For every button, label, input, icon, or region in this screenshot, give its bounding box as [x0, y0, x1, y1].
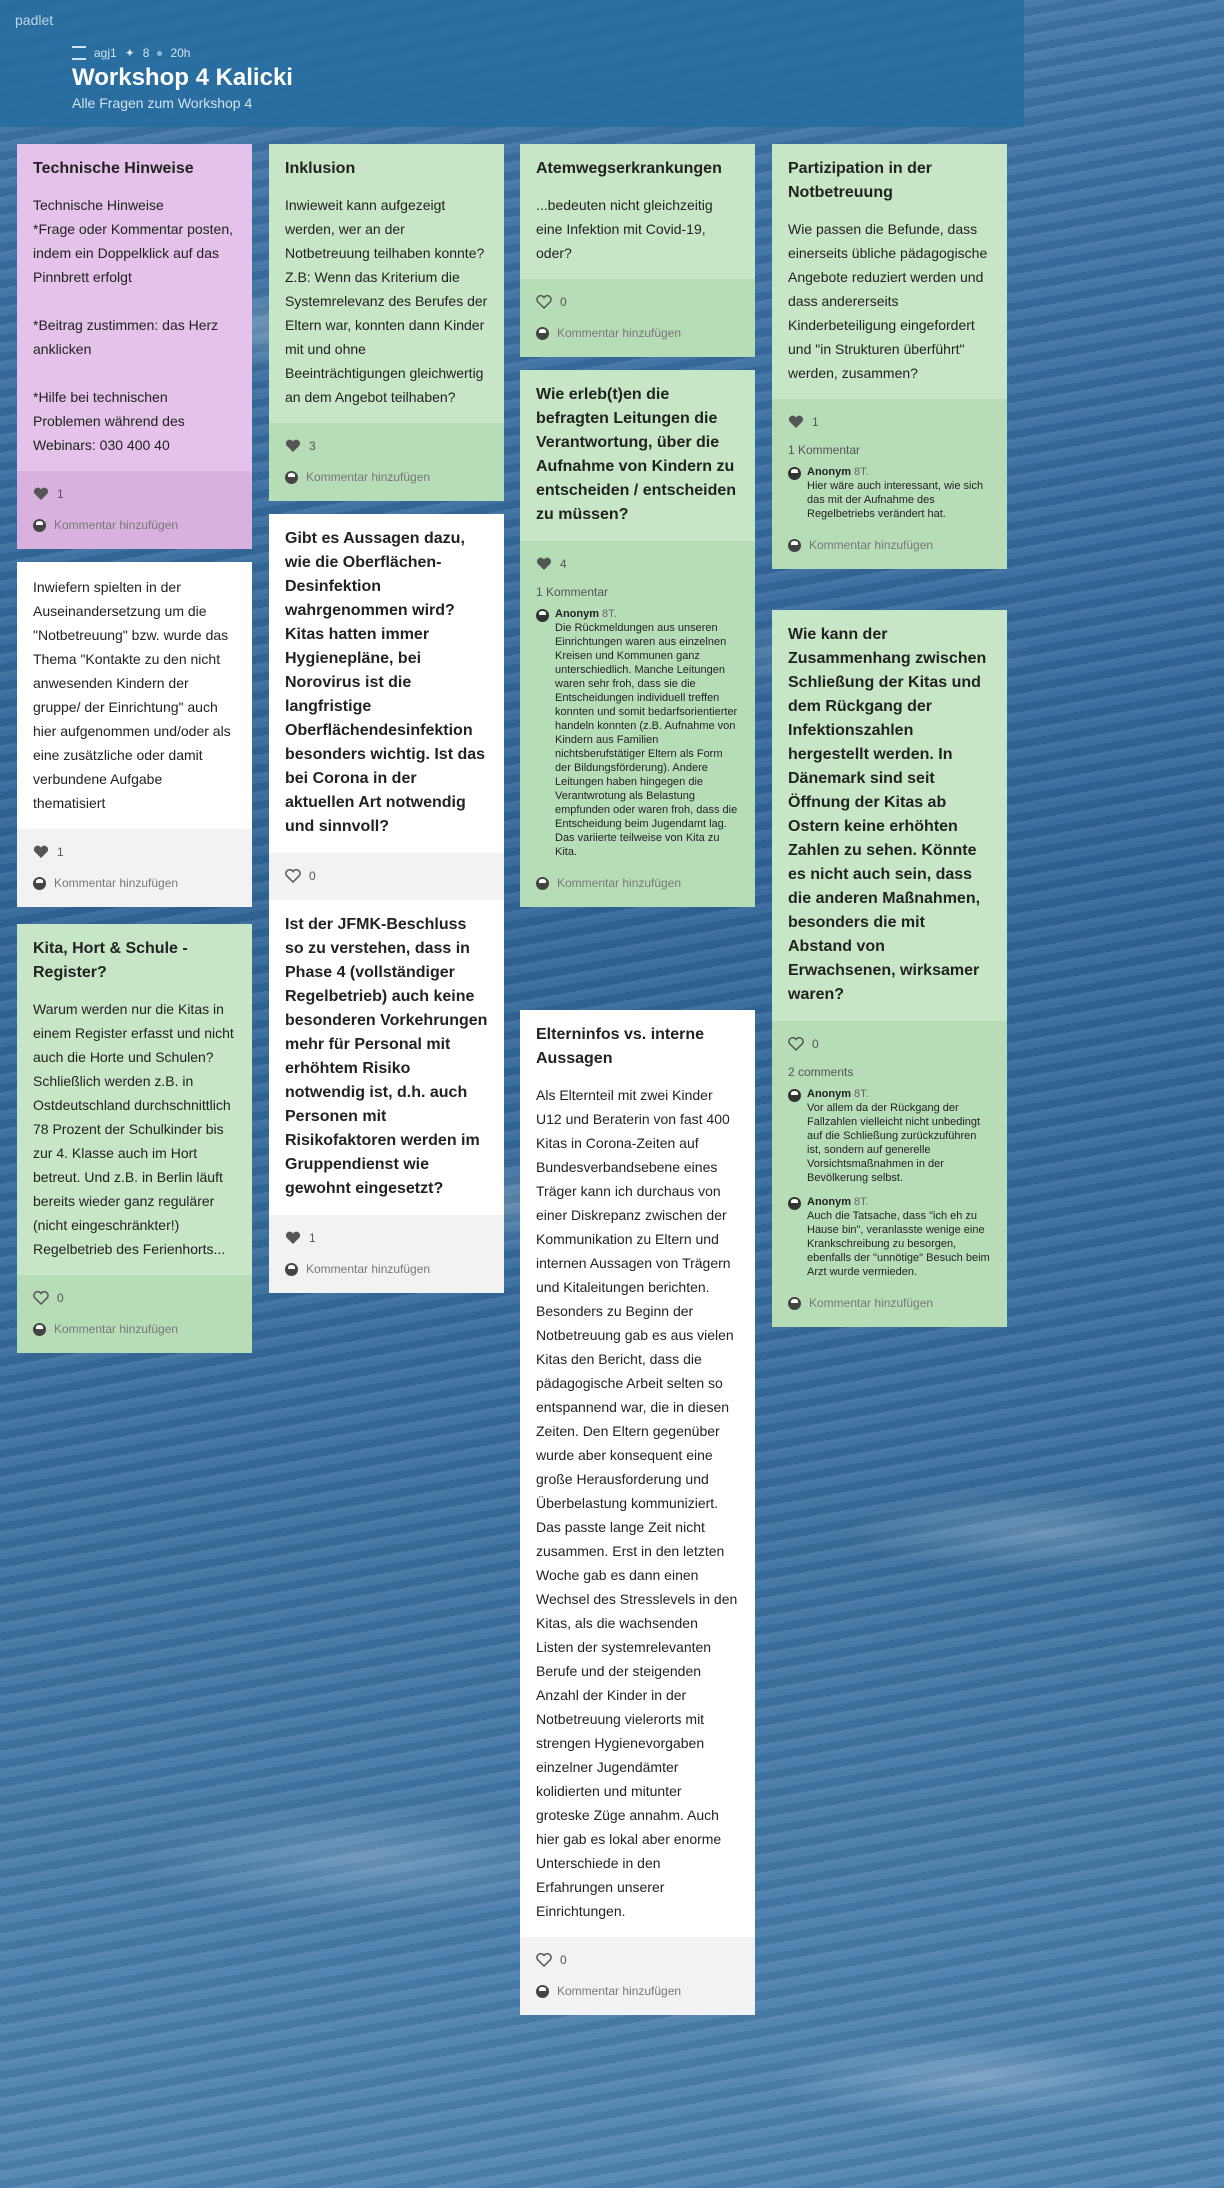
like-count: 0	[309, 869, 316, 883]
post-title: Partizipation in der Notbetreuung	[788, 160, 933, 201]
post-card[interactable]	[269, 144, 504, 501]
comment-count[interactable]: 1 Kommentar	[788, 443, 861, 457]
like-count: 0	[560, 295, 567, 309]
board-header	[0, 0, 1024, 127]
separator-dot	[157, 51, 162, 56]
avatar-icon	[788, 1197, 801, 1210]
like-button[interactable]	[788, 405, 991, 439]
post-title: Atemwegserkrankungen	[536, 160, 722, 177]
post-count: 8	[142, 46, 150, 60]
avatar-icon	[536, 609, 549, 622]
board-subtitle: Alle Fragen zum Workshop 4	[72, 95, 253, 111]
add-comment-label[interactable]: Kommentar hinzufügen	[54, 876, 179, 890]
add-comment[interactable]	[33, 511, 236, 539]
post-card[interactable]	[269, 900, 504, 1293]
post-card[interactable]	[17, 562, 252, 907]
like-count: 0	[57, 1291, 64, 1305]
add-comment[interactable]	[788, 531, 991, 559]
comment	[788, 1195, 991, 1279]
board-meta	[72, 46, 190, 60]
post-card[interactable]	[17, 924, 252, 1353]
avatar-icon	[33, 877, 46, 890]
add-comment-label[interactable]: Kommentar hinzufügen	[557, 876, 682, 890]
like-button[interactable]	[33, 835, 236, 869]
comment-count[interactable]: 2 comments	[788, 1065, 854, 1079]
avatar-icon	[33, 1323, 46, 1336]
add-comment[interactable]	[285, 1255, 488, 1283]
comment-time: 8T.	[854, 466, 869, 478]
heart-icon[interactable]	[285, 1231, 301, 1245]
avatar-icon	[536, 327, 549, 340]
comment-text: Vor allem da der Rückgang der Fallzahlen vielleicht nicht unbedingt auf die Schließung zurückzuführen ist, sondern auf generelle Vorsichtsmaßnahmen in der Bevölkerung selbst.	[807, 1102, 981, 1184]
avatar-icon	[788, 539, 801, 552]
heart-outline-icon[interactable]	[33, 1291, 49, 1305]
post-title: Elterninfos vs. interne Aussagen	[536, 1026, 705, 1067]
heart-icon[interactable]	[285, 439, 301, 453]
post-title: Gibt es Aussagen dazu, wie die Oberflächen-Desinfektion wahrgenommen wird? Kitas hatten immer Hygienepläne, bei Norovirus ist die langfristige Oberflächendesinfektion besonders wichtig. Ist das bei Corona in der aktuellen Art notwendig und sinnvoll?	[285, 530, 486, 835]
add-comment[interactable]	[536, 1977, 739, 2005]
comment-text: Die Rückmeldungen aus unseren Einrichtungen waren aus einzelnen Kreisen und Kommunen ganz unterschiedlich. Manche Leitungen waren sehr froh, dass sie die Entscheidungen individuell treffen konnten und somit bedarfsorientierter handeln konnten (z.B. Aufnahme von Kindern aus Familien nichtsberufstätiger Eltern als Form der Bildungsförderung). Andere Leitungen haben hingegen die Verantwrotung als Belastung empfunden oder waren froh, dass die Entscheidung beim Jugendamt lag. Das variierte teilweise von Kita zu Kita.	[555, 622, 738, 858]
heart-outline-icon[interactable]	[536, 295, 552, 309]
avatar-icon	[285, 471, 298, 484]
avatar-icon	[285, 1263, 298, 1276]
post-card[interactable]	[17, 144, 252, 549]
like-count: 1	[57, 845, 64, 859]
sparkle-icon: ✦	[124, 46, 135, 60]
add-comment-label[interactable]: Kommentar hinzufügen	[809, 538, 934, 552]
add-comment[interactable]	[33, 1315, 236, 1343]
like-count: 1	[57, 487, 64, 501]
comment	[788, 1087, 991, 1185]
post-card[interactable]	[520, 144, 755, 357]
like-button[interactable]	[33, 477, 236, 511]
post-title: Technische Hinweise	[33, 160, 194, 177]
comment-time: 8T.	[854, 1088, 869, 1100]
avatar-icon	[536, 1985, 549, 1998]
heart-outline-icon[interactable]	[285, 869, 301, 883]
avatar-icon	[788, 1297, 801, 1310]
post-card[interactable]	[269, 514, 504, 931]
like-button[interactable]	[536, 547, 739, 581]
heart-icon[interactable]	[788, 415, 804, 429]
comment-author: Anonym	[807, 1088, 851, 1100]
updated-time: 20h	[170, 46, 191, 60]
post-title: Wie kann der Zusammenhang zwischen Schließung der Kitas und dem Rückgang der Infektionszahlen hergestellt werden. In Dänemark sind seit Öffnung der Kitas ab Ostern keine erhöhten Zahlen zu sehen. Könnte es nicht auch sein, dass die anderen Maßnahmen, besonders die mit Abstand von Erwachsenen, wirksamer waren?	[788, 626, 987, 1003]
post-title: Inklusion	[285, 160, 356, 177]
heart-icon[interactable]	[536, 557, 552, 571]
like-button[interactable]	[285, 1221, 488, 1255]
post-text: ...bedeuten nicht gleichzeitig eine Infektion mit Covid-19, oder?	[536, 197, 713, 261]
add-comment-label[interactable]: Kommentar hinzufügen	[306, 1262, 431, 1276]
padlet-logo[interactable]: padlet	[15, 12, 54, 28]
post-card[interactable]	[520, 1010, 755, 2015]
post-text: Warum werden nur die Kitas in einem Register erfasst und nicht auch die Horte und Schulen? Schließlich werden z.B. in Ostdeutschland durchschnittlich 78 Prozent der Schulkinder bis zur 4. Klasse auch im Hort betreut. Und z.B. in Berlin läuft bereits wieder ganz regulärer (nicht eingeschränkter!) Regelbetrieb des Ferienhorts...	[33, 1001, 234, 1257]
heart-icon[interactable]	[33, 487, 49, 501]
like-count: 4	[560, 557, 567, 571]
post-title: Ist der JFMK-Beschluss so zu verstehen, dass in Phase 4 (vollständiger Regelbetrieb) auch keine besonderen Vorkehrungen mehr für Personal mit erhöhtem Risiko notwendig ist, d.h. auch Personen mit Risikofaktoren werden im Gruppendienst wie gewohnt eingesetzt?	[285, 916, 488, 1197]
post-text: Inwiefern spielten in der Auseinandersetzung um die "Notbetreuung" bzw. wurde das Thema "Kontakte zu den nicht anwesenden Kindern der gruppe/ der Einrichtung" auch hier aufgenommen und/oder als eine zusätzliche oder damit verbundene Aufgabe thematisiert	[33, 579, 231, 811]
post-card[interactable]	[772, 144, 1007, 569]
like-count: 1	[309, 1231, 316, 1245]
add-comment[interactable]	[536, 869, 739, 897]
avatar-icon	[788, 1089, 801, 1102]
comment-time: 8T.	[854, 1196, 869, 1208]
like-count: 1	[812, 415, 819, 429]
add-comment-label[interactable]: Kommentar hinzufügen	[557, 1984, 682, 1998]
post-text: Technische Hinweise *Frage oder Kommentar posten, indem ein Doppelklick auf das Pinnbrett erfolgt *Beitrag zustimmen: das Herz anklicken *Hilfe bei technischen Problemen während des Webinars: 030 400 40	[33, 197, 233, 453]
add-comment-label[interactable]: Kommentar hinzufügen	[54, 518, 179, 532]
comment-author: Anonym	[807, 466, 851, 478]
like-button[interactable]	[536, 285, 739, 319]
add-comment-label[interactable]: Kommentar hinzufügen	[306, 470, 431, 484]
post-title: Kita, Hort & Schule - Register?	[33, 940, 188, 981]
heart-outline-icon[interactable]	[788, 1037, 804, 1051]
heart-outline-icon[interactable]	[536, 1953, 552, 1967]
add-comment[interactable]	[788, 1289, 991, 1317]
post-text: Inwieweit kann aufgezeigt werden, wer an der Notbetreuung teilhaben konnte? Z.B: Wenn das Kriterium die Systemrelevanz des Berufes der Eltern war, konnten dann Kinder mit und ohne Beeinträchtigungen gleichwertig an dem Angebot teilhaben?	[285, 197, 488, 405]
comment-text: Auch die Tatsache, dass "ich eh zu Hause bin", veranlasste wenige eine Krankschreibung zu besorgen, ebenfalls der "unnötige" Besuch beim Arzt wurde vermieden.	[807, 1210, 990, 1278]
like-count: 0	[812, 1037, 819, 1051]
like-button[interactable]	[788, 1027, 991, 1061]
heart-icon[interactable]	[33, 845, 49, 859]
like-button[interactable]	[33, 1281, 236, 1315]
like-count: 3	[309, 439, 316, 453]
avatar-icon	[536, 877, 549, 890]
comment	[536, 607, 739, 859]
like-button[interactable]	[285, 429, 488, 463]
like-button[interactable]	[285, 859, 488, 893]
comment	[788, 465, 991, 521]
avatar-icon	[788, 467, 801, 480]
like-button[interactable]	[536, 1943, 739, 1977]
add-comment[interactable]	[33, 869, 236, 897]
post-card[interactable]	[520, 370, 755, 907]
post-text: Als Elternteil mit zwei Kinder U12 und Beraterin von fast 400 Kitas in Corona-Zeiten auf Bundesverbandsebene eines Träger kann ich durchaus von einer Diskrepanz zwischen der Kommunikation zu Eltern und internen Aussagen von Trägern und Kitaleitungen berichten. Besonders zu Beginn der Notbetreuung gab es aus vielen Kitas den Bericht, dass die pädagogische Arbeit selten so entspannend war, die in diesen Zeiten. Den Eltern gegenüber wurde aber konsequent eine große Herausforderung und Überbelastung kommuniziert. Das passte lange Zeit nicht zusammen. Erst in den letzten Woche gab es dann einen Wechsel des Stresslevels in den Kitas, als die wachsenden Listen der systemrelevanten Berufe und der steigenden Anzahl der Kinder in der Notbetreuung vielerorts mit strengen Hygienevorgaben einzelner Jugendämter kolidierten und mitunter groteske Züge annahm. Auch hier gab es lokal aber enorme Unterschiede in den Erfahrungen unserer Einrichtungen.	[536, 1087, 738, 1919]
post-title: Wie erleb(t)en die befragten Leitungen die Verantwortung, über die Aufnahme von Kindern zu entscheiden / entscheiden zu müssen?	[536, 386, 737, 523]
post-card[interactable]	[772, 610, 1007, 1327]
author-name[interactable]: agj1	[94, 46, 117, 60]
add-comment-label[interactable]: Kommentar hinzufügen	[54, 1322, 179, 1336]
board-title: Workshop 4 Kalicki	[72, 64, 293, 91]
add-comment-label[interactable]: Kommentar hinzufügen	[557, 326, 682, 340]
add-comment[interactable]	[285, 463, 488, 491]
comment-author: Anonym	[807, 1196, 851, 1208]
like-count: 0	[560, 1953, 567, 1967]
avatar-icon	[33, 519, 46, 532]
add-comment[interactable]	[536, 319, 739, 347]
post-text: Wie passen die Befunde, dass einerseits übliche pädagogische Angebote reduziert werden und dass andererseits Kinderbeteiligung eingefordert und "in Strukturen überführt" werden, zusammen?	[788, 221, 988, 381]
comment-author: Anonym	[555, 608, 599, 620]
add-comment-label[interactable]: Kommentar hinzufügen	[809, 1296, 934, 1310]
menu-icon	[72, 46, 86, 60]
comment-text: Hier wäre auch interessant, wie sich das mit der Aufnahme des Regelbetriebs verändert hat.	[807, 480, 984, 520]
comment-count[interactable]: 1 Kommentar	[536, 585, 609, 599]
comment-time: 8T.	[602, 608, 617, 620]
